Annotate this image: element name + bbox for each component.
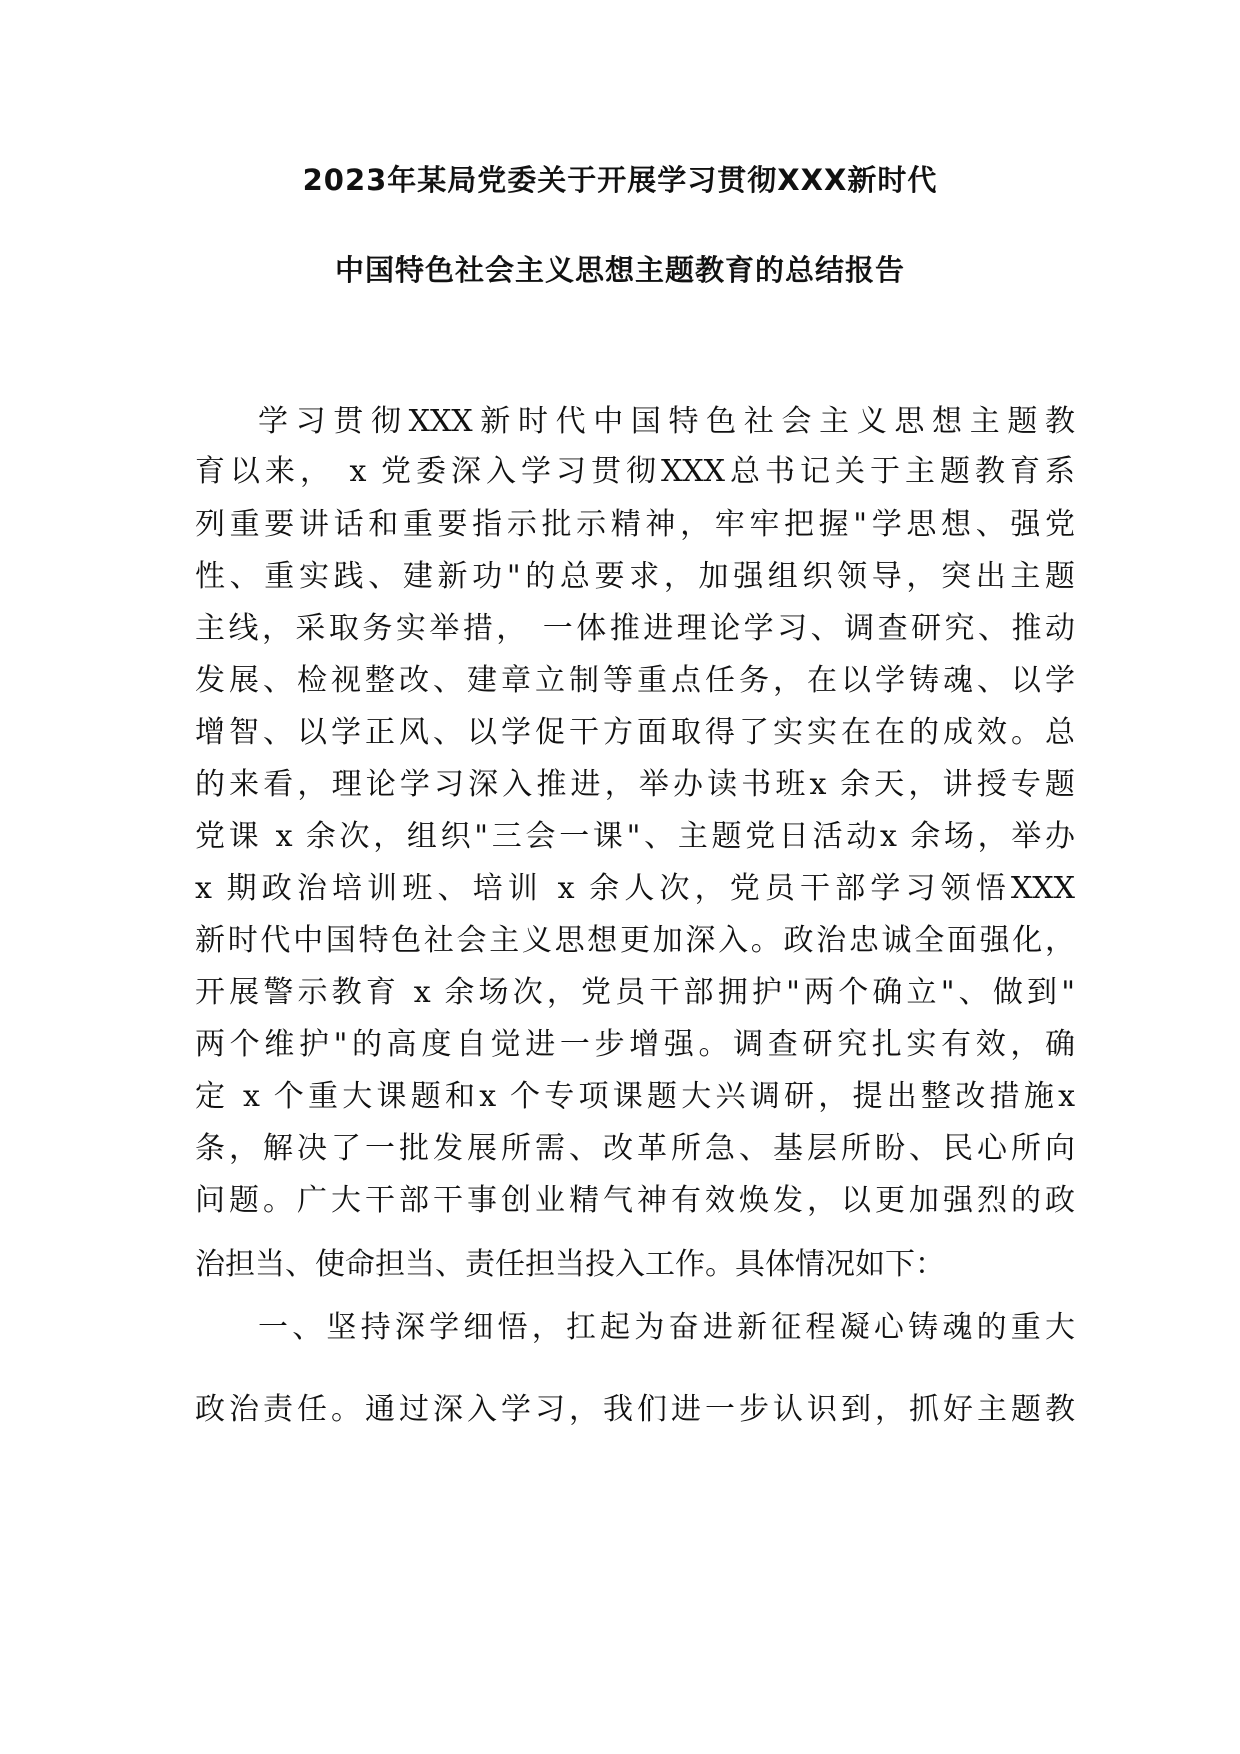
paragraph-line: 治担当、使命担当、责任担当投入工作。具体情况如下：	[195, 1247, 945, 1282]
paragraph-line: 育以来， x 党委深入学习贯彻XXX总书记关于主题教育系	[195, 454, 1075, 489]
section-heading-line: 一、坚持深学细悟，扛起为奋进新征程凝心铸魂的重大	[258, 1310, 1075, 1345]
paragraph-line: 主线，采取务实举措， 一体推进理论学习、调查研究、推动	[195, 611, 1075, 646]
paragraph-line: 增智、以学正风、以学促干方面取得了实实在在的成效。总	[195, 715, 1075, 750]
paragraph-line: 发展、检视整改、建章立制等重点任务，在以学铸魂、以学	[195, 663, 1075, 698]
paragraph-line: 条，解决了一批发展所需、改革所急、基层所盼、民心所向	[195, 1131, 1075, 1166]
paragraph-line: 学习贯彻XXX新时代中国特色社会主义思想主题教	[258, 404, 1075, 439]
paragraph-line: x 期政治培训班、培训 x 余人次，党员干部学习领悟XXX	[195, 871, 1075, 906]
paragraph-line: 性、重实践、建新功"的总要求，加强组织领导，突出主题	[195, 559, 1075, 594]
paragraph-line: 开展警示教育 x 余场次，党员干部拥护"两个确立"、做到"	[195, 975, 1075, 1010]
document-title-line-2: 中国特色社会主义思想主题教育的总结报告	[334, 253, 905, 287]
paragraph-line: 政治责任。通过深入学习，我们进一步认识到，抓好主题教	[195, 1392, 1075, 1427]
paragraph-line: 的来看，理论学习深入推进，举办读书班x 余天，讲授专题	[195, 767, 1075, 802]
paragraph-line: 列重要讲话和重要指示批示精神，牢牢把握"学思想、强党	[195, 507, 1075, 542]
paragraph-line: 定 x 个重大课题和x 个专项课题大兴调研，提出整改措施x	[195, 1079, 1075, 1114]
document-title-line-1: 2023年某局党委关于开展学习贯彻XXX新时代	[302, 163, 938, 197]
paragraph-line: 新时代中国特色社会主义思想更加深入。政治忠诚全面强化，	[195, 923, 1075, 958]
paragraph-line: 两个维护"的高度自觉进一步增强。调查研究扎实有效，确	[195, 1027, 1075, 1062]
paragraph-line: 党课 x 余次，组织"三会一课"、主题党日活动x 余场，举办	[195, 819, 1075, 854]
paragraph-line: 问题。广大干部干事创业精气神有效焕发，以更加强烈的政	[195, 1183, 1075, 1218]
